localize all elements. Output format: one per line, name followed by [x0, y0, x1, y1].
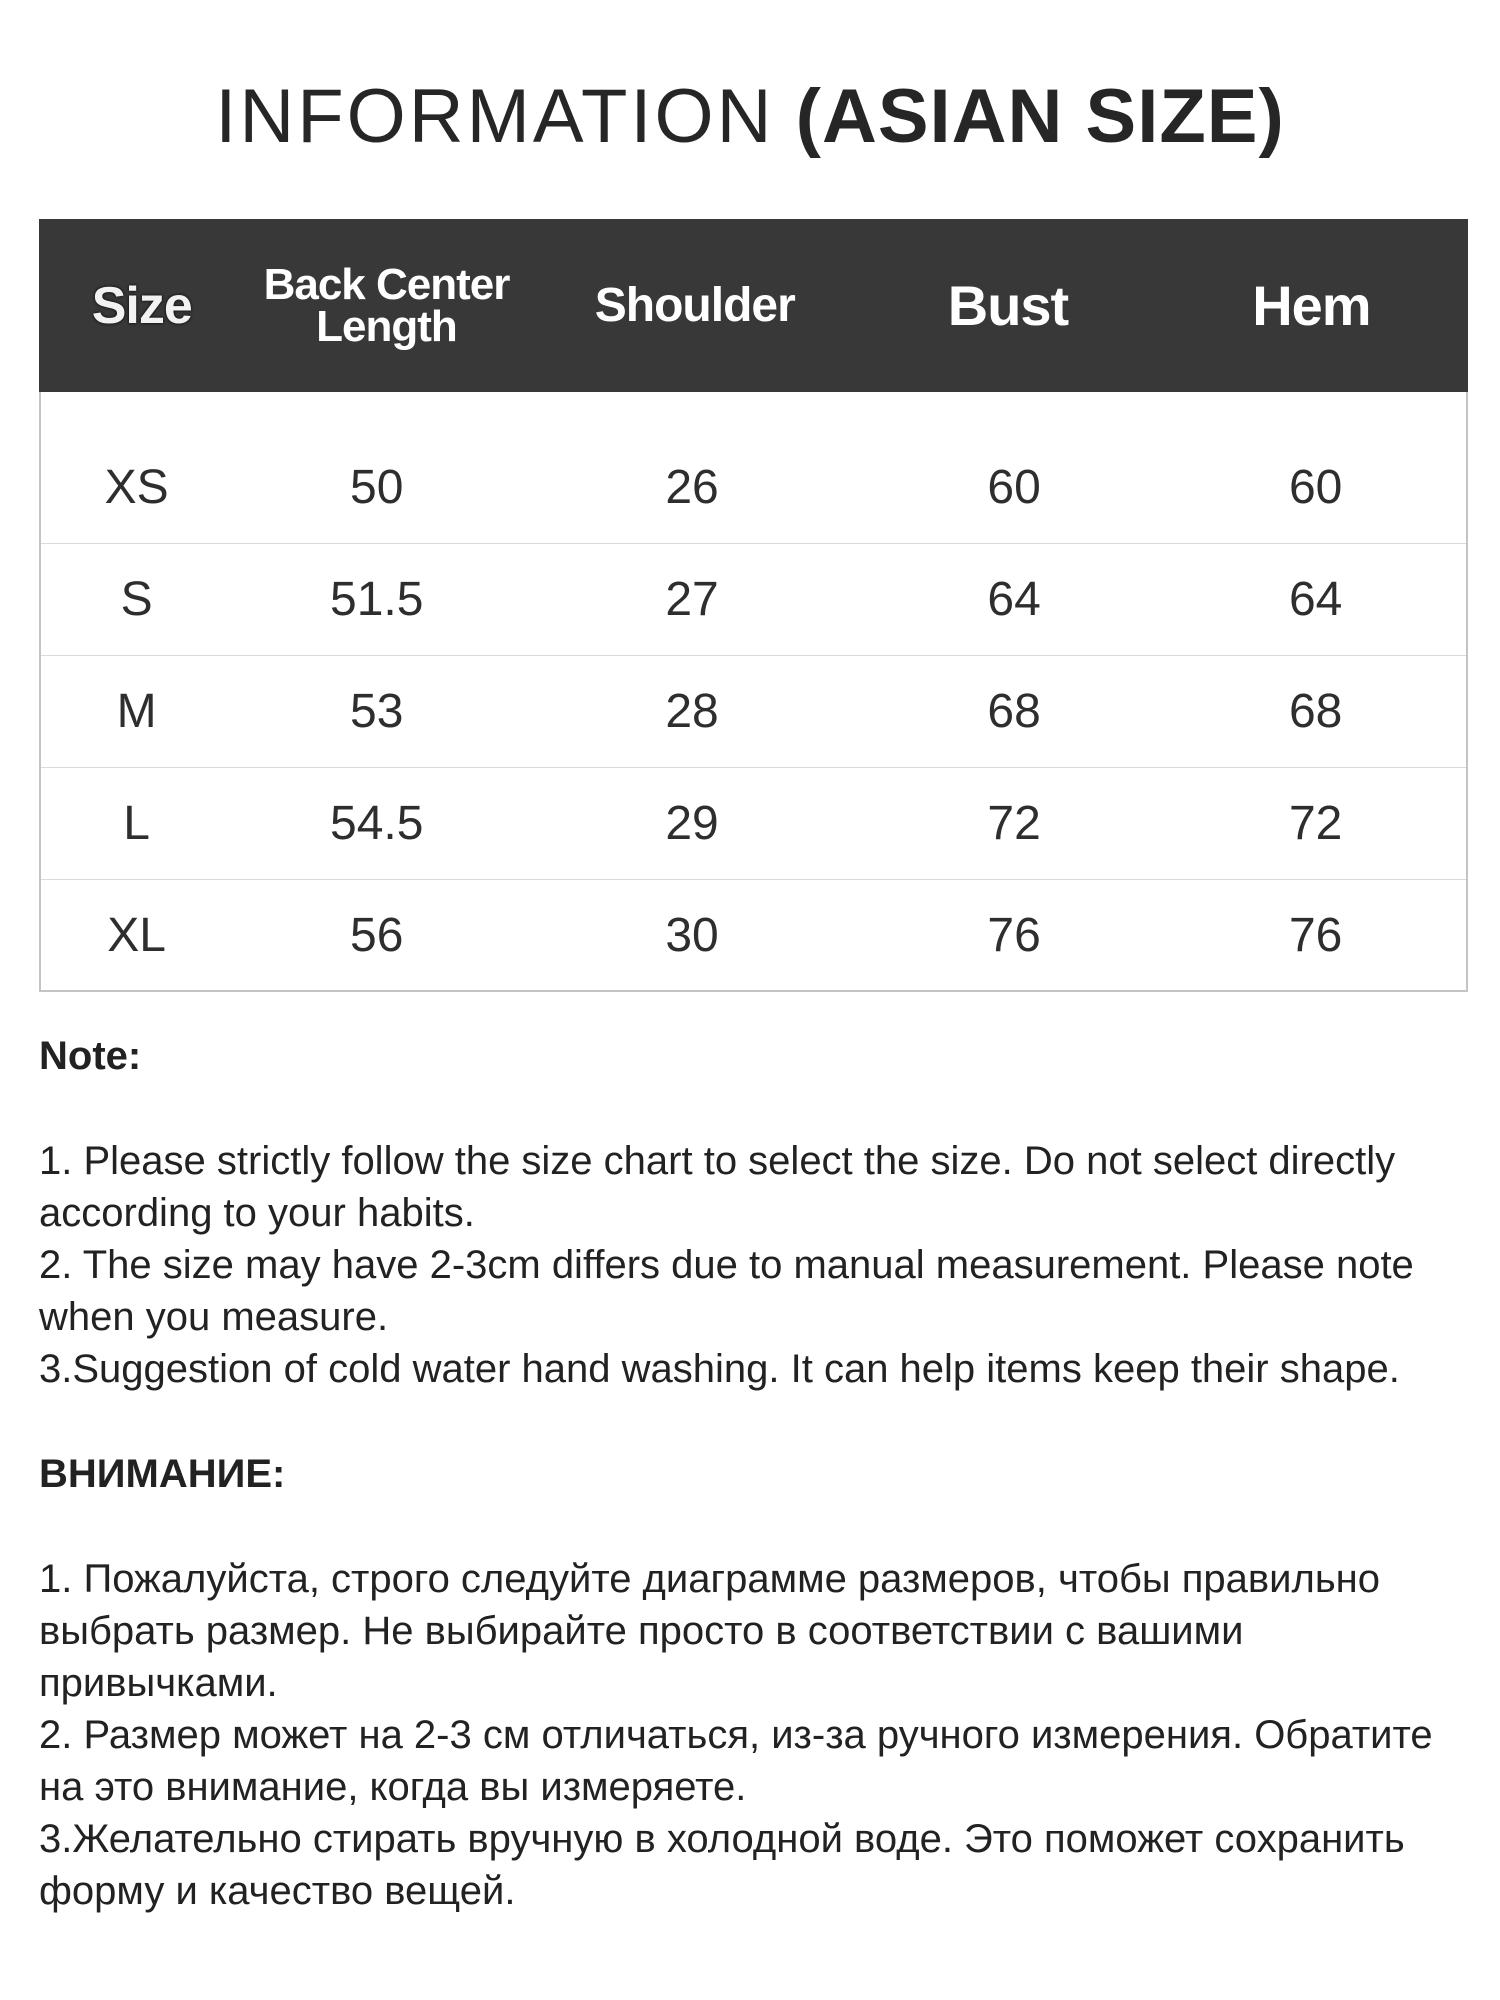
cell-size: S: [120, 573, 153, 626]
cell-hem: 60: [1288, 461, 1343, 514]
header-size: Size: [91, 276, 192, 335]
note-en-item: 3.Suggestion of cold water hand washing. It can help items keep their shape.: [39, 1347, 1400, 1391]
table-row: [41, 544, 1466, 656]
header-back-center-length: Back Center Length: [263, 259, 510, 351]
cell-bust: 76: [987, 908, 1041, 962]
cell-size: L: [123, 797, 150, 850]
cell-size: M: [116, 685, 157, 738]
cell-back-center-length: 53: [350, 685, 404, 738]
table-row: [41, 880, 1466, 990]
note-heading-en: Note:: [39, 1034, 142, 1078]
table-row: [41, 432, 1466, 544]
cell-back-center-length: 50: [350, 461, 404, 514]
cell-shoulder: 29: [665, 797, 719, 850]
header-hem: Hem: [1252, 273, 1371, 337]
cell-hem: 68: [1288, 685, 1343, 738]
cell-hem: 76: [1288, 908, 1343, 962]
note-ru-item: 2. Размер может на 2-3 см отличаться, из-за ручного измерения. Обратите на это внимание, когда вы измеряете.: [39, 1713, 1433, 1809]
header-shoulder: Shoulder: [594, 278, 795, 332]
cell-hem: 64: [1288, 573, 1343, 626]
cell-bust: 72: [987, 797, 1041, 850]
title-bold: (ASIAN SIZE): [795, 74, 1285, 159]
page-title: [0, 72, 1500, 162]
cell-size: XL: [107, 908, 166, 962]
note-ru-item: 3.Желательно стирать вручную в холодной воде. Это поможет сохранить форму и качество вещей.: [39, 1817, 1405, 1913]
cell-bust: 64: [987, 573, 1041, 626]
note-en-item: 1. Please strictly follow the size chart to select the size. Do not select directly according to your habits.: [39, 1139, 1396, 1235]
cell-shoulder: 27: [665, 573, 719, 626]
size-chart-table: [39, 219, 1468, 992]
notes-section: [39, 1030, 1469, 1917]
cell-back-center-length: 54.5: [330, 797, 424, 850]
cell-hem: 72: [1288, 797, 1343, 850]
note-heading-ru: ВНИМАНИЕ:: [39, 1452, 286, 1496]
cell-shoulder: 28: [665, 685, 719, 738]
cell-bust: 60: [987, 461, 1041, 514]
cell-back-center-length: 51.5: [330, 573, 424, 626]
cell-shoulder: 30: [665, 908, 719, 962]
table-row: [41, 656, 1466, 768]
note-en-item: 2. The size may have 2-3cm differs due to manual measurement. Please note when you measure.: [39, 1243, 1414, 1339]
cell-size: XS: [104, 461, 169, 514]
header-bust: Bust: [947, 273, 1069, 337]
table-row: [41, 768, 1466, 880]
cell-shoulder: 26: [665, 461, 719, 514]
title-light: INFORMATION: [215, 74, 775, 159]
cell-back-center-length: 56: [350, 908, 404, 962]
cell-bust: 68: [987, 685, 1041, 738]
note-ru-item: 1. Пожалуйста, строго следуйте диаграмме размеров, чтобы правильно выбрать размер. Не выбирайте просто в соответствии с вашими привычками.: [39, 1557, 1381, 1705]
table-header: [39, 219, 1468, 392]
